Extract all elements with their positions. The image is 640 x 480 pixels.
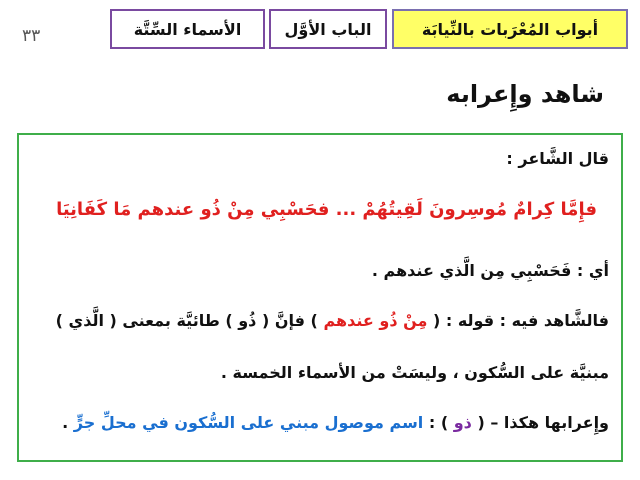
poetry-verse: فإِمَّا كِرامٌ مُوسِرونَ لَقِيتُهُمْ ... فحَسْبِي مِنْ ذُو عندهم مَا كَفَانِيَا xyxy=(56,199,597,220)
chapter-label: أبواب المُعْرَبات بالنِّيابَة xyxy=(392,9,628,49)
evidence-prefix: فالشَّاهد فيه : قوله : ( xyxy=(432,311,609,330)
evidence-line xyxy=(56,311,609,330)
topic-label: الأسماء السِّتَّة xyxy=(110,9,265,49)
parsing-result: اسم موصول مبني على السُّكون في محلِّ جرٍّ xyxy=(73,413,424,432)
parsing-prefix: وإِعرابها هكذا – ( xyxy=(477,413,609,432)
section-label: الباب الأوَّل xyxy=(269,9,387,49)
parsing-end: . xyxy=(62,413,69,432)
page-number: ٣٣ xyxy=(22,26,41,46)
intro-line: قال الشَّاعر : xyxy=(506,149,609,168)
page-title: شاهد وإِعرابه xyxy=(446,80,604,108)
parsing-word: ذو xyxy=(453,413,472,432)
parsing-mid: ) : xyxy=(428,413,449,432)
evidence-phrase: مِنْ ذُو عندهم xyxy=(323,311,428,330)
evidence-continuation: مبنيَّة على السُّكون ، وليسَتْ من الأسماء الخمسة . xyxy=(220,363,609,382)
explanation-line: أي : فَحَسْبِي مِن الَّذي عندهم . xyxy=(371,261,609,280)
evidence-suffix: ) فإنَّ ( ذُو ) طائيَّة بمعنى ( الَّذي ) xyxy=(55,311,318,330)
content-panel xyxy=(17,133,623,462)
parsing-line xyxy=(62,413,609,432)
